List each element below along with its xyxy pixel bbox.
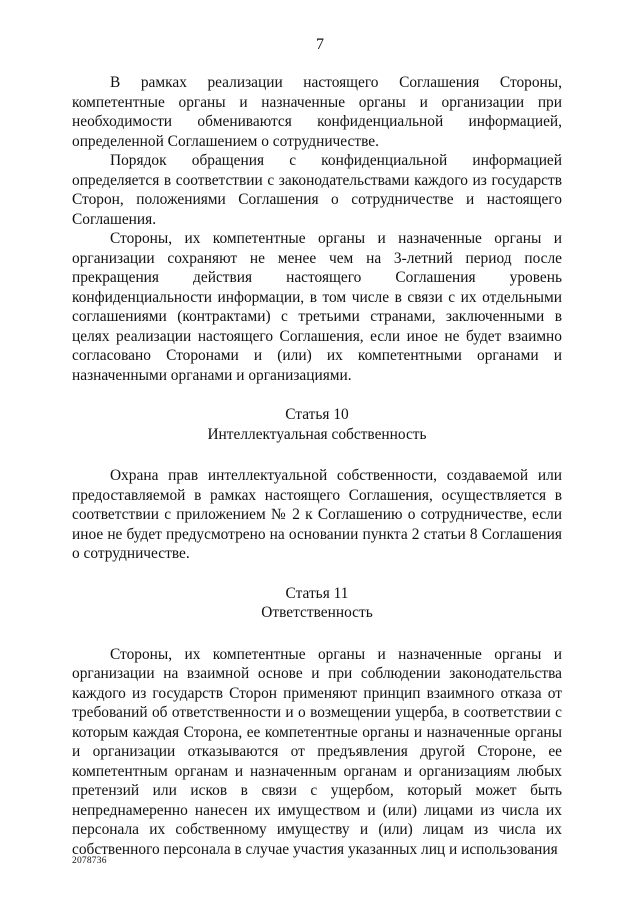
article-11-heading (72, 584, 562, 623)
article-10-heading (72, 405, 562, 444)
document-body (72, 73, 562, 859)
article-11-title: Ответственность (261, 604, 373, 621)
document-code: 2078736 (72, 856, 107, 866)
page-number: 7 (316, 36, 324, 53)
article-10-text: Охрана прав интеллектуальной собственности, создаваемой или предоставляемой в рамках настоящего Соглашения, осуществляется в соответствии с приложением № 2 к Соглашению о сотрудничестве, если иное не будет предусмотрено на основании пункта 2 статьи 8 Соглашения о сотрудничестве. (72, 467, 562, 562)
paragraph-confidential-procedure: Порядок обращения с конфиденциальной информацией определяется в соответствии с законодательствами каждого из государств Сторон, положениями Соглашения о сотрудничестве и настоящего Соглашения. (72, 152, 562, 228)
article-11-text: Стороны, их компетентные органы и назначенные органы и организации на взаимной основе и при соблюдении законодательства каждого из государств Сторон применяют принцип взаимного отказа от требований об ответственности и о возмещении ущерба, в соответствии с которым каждая Сторона, ее компетентные органы и назначенные органы и организации отказываются от предъявления другой Стороне, ее компетентным органам и назначенным органам и организациям любых претензий или исков в связи с ущербом, который может быть непреднамеренно нанесен их имуществом и (или) лицами из числа их персонала их собственному имуществу и (или) лицам из числа их собственного персонала в случае участия указанных лиц и использования (72, 645, 562, 858)
paragraph-confidential-period: Стороны, их компетентные органы и назначенные органы и организации сохраняют не менее чем на 3-летний период после прекращения действия настоящего Соглашения уровень конфиденциальности информации, в том числе в связи с их отдельными соглашениями (контрактами) с третьими странами, заключенными в целях реализации настоящего Соглашения, если иное не будет взаимно согласовано Сторонами и (или) их компетентными органами и назначенными органами и организациями. (72, 230, 562, 384)
article-11-number: Статья 11 (285, 584, 349, 602)
article-10-number: Статья 10 (285, 406, 349, 423)
paragraph-confidential-exchange: В рамках реализации настоящего Соглашения Стороны, компетентные органы и назначенные органы и организации при необходимости обмениваются конфиденциальной информацией, определенной Соглашением о сотрудничестве. (72, 74, 562, 150)
article-10-title: Интеллектуальная собственность (207, 425, 427, 443)
